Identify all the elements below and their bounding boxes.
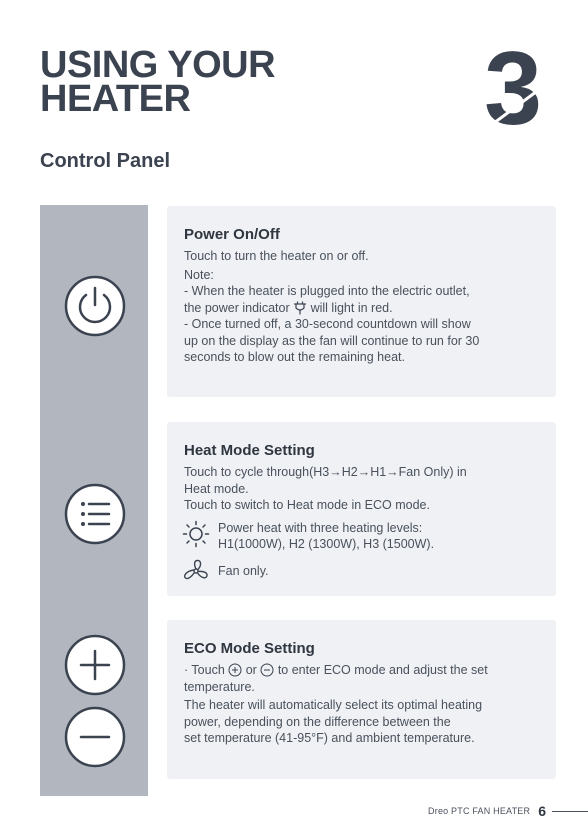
menu-list-icon <box>64 483 126 545</box>
power-card <box>167 206 556 397</box>
footer-label: Dreo PTC FAN HEATER <box>428 806 531 816</box>
heat-line3: Touch to switch to Heat mode in ECO mode. <box>184 498 430 512</box>
power-note1a: - When the heater is plugged into the electric outlet, <box>184 284 470 298</box>
plus-small-icon <box>228 663 242 677</box>
page-number: 6 <box>538 803 546 819</box>
section-title: Control Panel <box>40 150 171 172</box>
sun-heat-icon <box>182 520 210 548</box>
minus-small-icon <box>260 663 274 677</box>
page-title <box>40 44 276 120</box>
power-note2b: up on the display as the fan will continue to run for 30 <box>184 333 480 348</box>
eco-line3: The heater will automatically select its optimal heating <box>184 698 483 712</box>
power-card-title: Power On/Off <box>184 226 280 243</box>
eco-mode-card <box>167 620 556 779</box>
heat-line1: Touch to cycle through(H3→H2→H1→Fan Only) in <box>184 465 467 479</box>
footer-rule <box>552 811 588 812</box>
eco-line1-post: to enter ECO mode and adjust the set <box>277 663 488 677</box>
power-icon <box>64 275 126 337</box>
power-note2c: seconds to blow out the remaining heat. <box>184 350 405 364</box>
power-note2a: - Once turned off, a 30-second countdown will show <box>184 317 471 331</box>
heat-desc1: Power heat with three heating levels: <box>218 520 423 535</box>
eco-line1-mid: or <box>245 663 257 677</box>
page-title-line1: USING YOUR <box>40 44 276 86</box>
chapter-number-graphic <box>480 42 546 134</box>
power-note1b <box>184 300 539 317</box>
fan-icon <box>182 559 210 583</box>
heat-level-row <box>184 520 539 553</box>
chapter-number: 3 <box>484 42 542 134</box>
power-note1b-pre: the power indicator <box>184 300 290 315</box>
power-line1: Touch to turn the heater on or off. <box>184 249 369 263</box>
heat-card-title: Heat Mode Setting <box>184 442 315 459</box>
page-title-line2: HEATER <box>40 78 191 120</box>
eco-line1 <box>184 662 539 679</box>
eco-card-title: ECO Mode Setting <box>184 640 315 657</box>
eco-line1-pre: · Touch <box>184 663 225 677</box>
eco-line4: power, depending on the difference between the <box>184 714 451 729</box>
eco-line2: temperature. <box>184 679 255 694</box>
fan-only-row <box>184 559 539 583</box>
page-footer <box>428 803 588 819</box>
eco-line5: set temperature (41-95°F) and ambient temperature. <box>184 731 475 745</box>
power-note1b-post: will light in red. <box>310 300 393 315</box>
plus-icon <box>64 634 126 696</box>
heat-desc2: H1(1000W), H2 (1300W), H3 (1500W). <box>218 537 435 551</box>
minus-icon <box>64 706 126 768</box>
power-note-label: Note: <box>184 267 214 282</box>
fan-desc: Fan only. <box>218 563 269 578</box>
heat-mode-card <box>167 422 556 596</box>
heat-line2: Heat mode. <box>184 481 249 496</box>
plug-indicator-icon <box>293 301 307 315</box>
